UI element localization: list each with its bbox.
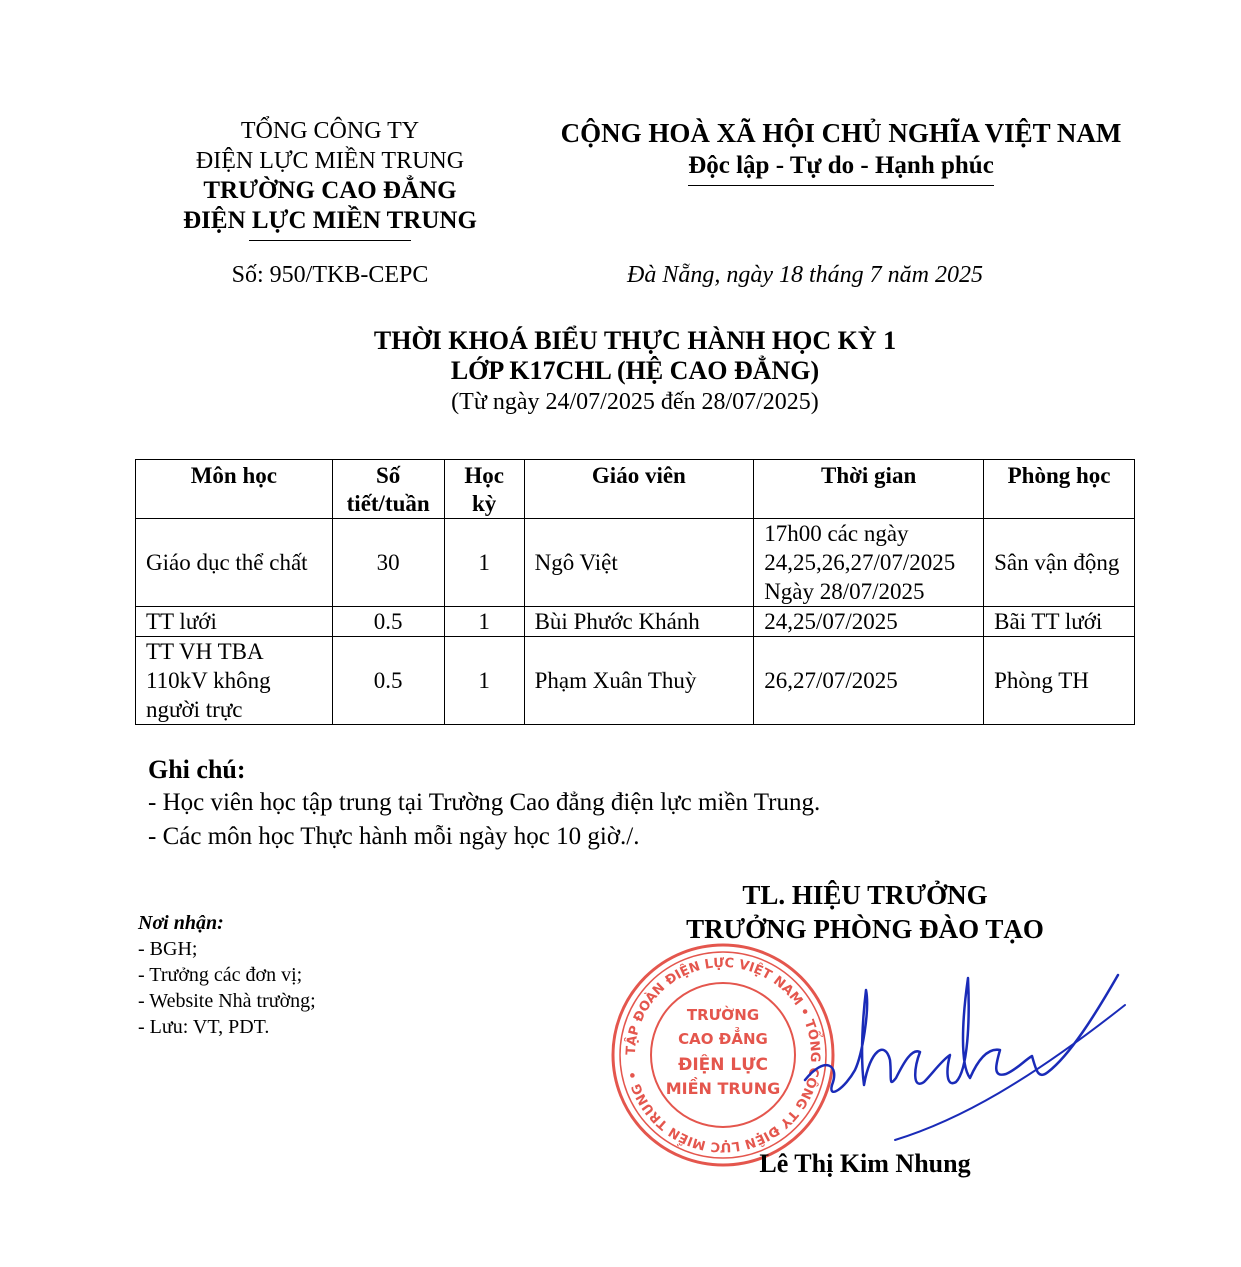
stamp-line: CAO ĐẲNG [678, 1030, 768, 1048]
time-line: 26,27/07/2025 [764, 668, 898, 693]
time-line: 17h00 các ngày [764, 521, 909, 546]
table-row [136, 607, 1135, 637]
header-subject: Môn học [136, 460, 333, 519]
title-line-1: THỜI KHOÁ BIỂU THỰC HÀNH HỌC KỲ 1 [373, 326, 897, 355]
notes-heading: Ghi chú: [148, 755, 246, 784]
time-line: 24,25/07/2025 [764, 609, 898, 634]
cell-time [754, 607, 984, 637]
recipients-section [138, 910, 498, 1040]
header-room: Phòng học [984, 460, 1135, 519]
stamp-ring-text: TẬP ĐOÀN ĐIỆN LỰC VIỆT NAM • TỔNG CÔNG TY ĐIỆN LỰC MIỀN TRUNG • [623, 955, 823, 1155]
time-line: 24,25,26,27/07/2025 [764, 550, 956, 575]
handwritten-signature [800, 960, 1130, 1150]
document-number: Số: 950/TKB-CEPC [231, 262, 429, 288]
cell-semester: 1 [444, 519, 524, 607]
signer-name: Lê Thị Kim Nhung [759, 1149, 971, 1178]
stamp-line: TRƯỜNG [686, 1006, 760, 1024]
signature-title-block [600, 878, 1130, 946]
signature-authority: TL. HIỆU TRƯỞNG [742, 880, 988, 910]
time-line: Ngày 28/07/2025 [764, 579, 925, 604]
recipients-heading: Nơi nhận: [138, 912, 224, 934]
cell-teacher: Ngô Việt [524, 519, 754, 607]
recipient-item: - BGH; [138, 938, 198, 960]
table-header-row [136, 460, 1135, 519]
note-item: - Học viên học tập trung tại Trường Cao đẳng điện lực miền Trung. [148, 789, 821, 816]
signature-position: TRƯỞNG PHÒNG ĐÀO TẠO [686, 914, 1044, 944]
stamp-line: MIỀN TRUNG [665, 1079, 781, 1098]
issuer-divider [249, 240, 411, 241]
cell-semester: 1 [444, 637, 524, 725]
issuer-block [150, 116, 510, 241]
recipient-item: - Website Nhà trường; [138, 990, 316, 1012]
title-line-2: LỚP K17CHL (HỆ CAO ĐẲNG) [450, 356, 820, 385]
signature-stroke [805, 975, 1118, 1092]
cell-subject: Giáo dục thể chất [136, 519, 333, 607]
notes-section [148, 754, 1048, 854]
cell-teacher: Phạm Xuân Thuỳ [524, 637, 754, 725]
header-time: Thời gian [754, 460, 984, 519]
cell-periods: 0.5 [332, 607, 444, 637]
cell-subject: TT lưới [136, 607, 333, 637]
place-date: Đà Nẵng, ngày 18 tháng 7 năm 2025 [627, 262, 983, 288]
issuer-corporation: TỔNG CÔNG TY [240, 118, 420, 144]
national-motto: Độc lập - Tự do - Hạnh phúc [688, 150, 994, 186]
schedule-table [135, 459, 1135, 725]
cell-periods: 0.5 [332, 637, 444, 725]
stamp-line: ĐIỆN LỰC [678, 1055, 768, 1075]
title-date-range: (Từ ngày 24/07/2025 đến 28/07/2025) [451, 389, 819, 415]
header-semester: Học kỳ [444, 460, 524, 519]
document-title [135, 326, 1135, 418]
header-periods: Số tiết/tuần [332, 460, 444, 519]
cell-room: Bãi TT lưới [984, 607, 1135, 637]
issuer-school: TRƯỜNG CAO ĐẲNG [203, 177, 457, 204]
issuer-school-region: ĐIỆN LỰC MIỀN TRUNG [183, 207, 477, 234]
cell-subject: TT VH TBA 110kV không người trực [136, 637, 333, 725]
recipient-item: - Lưu: VT, PDT. [138, 1016, 270, 1038]
cell-room: Phòng TH [984, 637, 1135, 725]
note-item: - Các môn học Thực hành mỗi ngày học 10 giờ./. [148, 823, 640, 850]
header-teacher: Giáo viên [524, 460, 754, 519]
cell-semester: 1 [444, 607, 524, 637]
table-row [136, 519, 1135, 607]
cell-periods: 30 [332, 519, 444, 607]
table-row [136, 637, 1135, 725]
cell-room: Sân vận động [984, 519, 1135, 607]
issuer-corporation-region: ĐIỆN LỰC MIỀN TRUNG [195, 148, 465, 174]
recipient-item: - Trưởng các đơn vị; [138, 964, 303, 986]
cell-time [754, 637, 984, 725]
national-header [545, 116, 1137, 186]
cell-time [754, 519, 984, 607]
country-name: CỘNG HOÀ XÃ HỘI CHỦ NGHĨA VIỆT NAM [560, 118, 1122, 148]
cell-teacher: Bùi Phước Khánh [524, 607, 754, 637]
